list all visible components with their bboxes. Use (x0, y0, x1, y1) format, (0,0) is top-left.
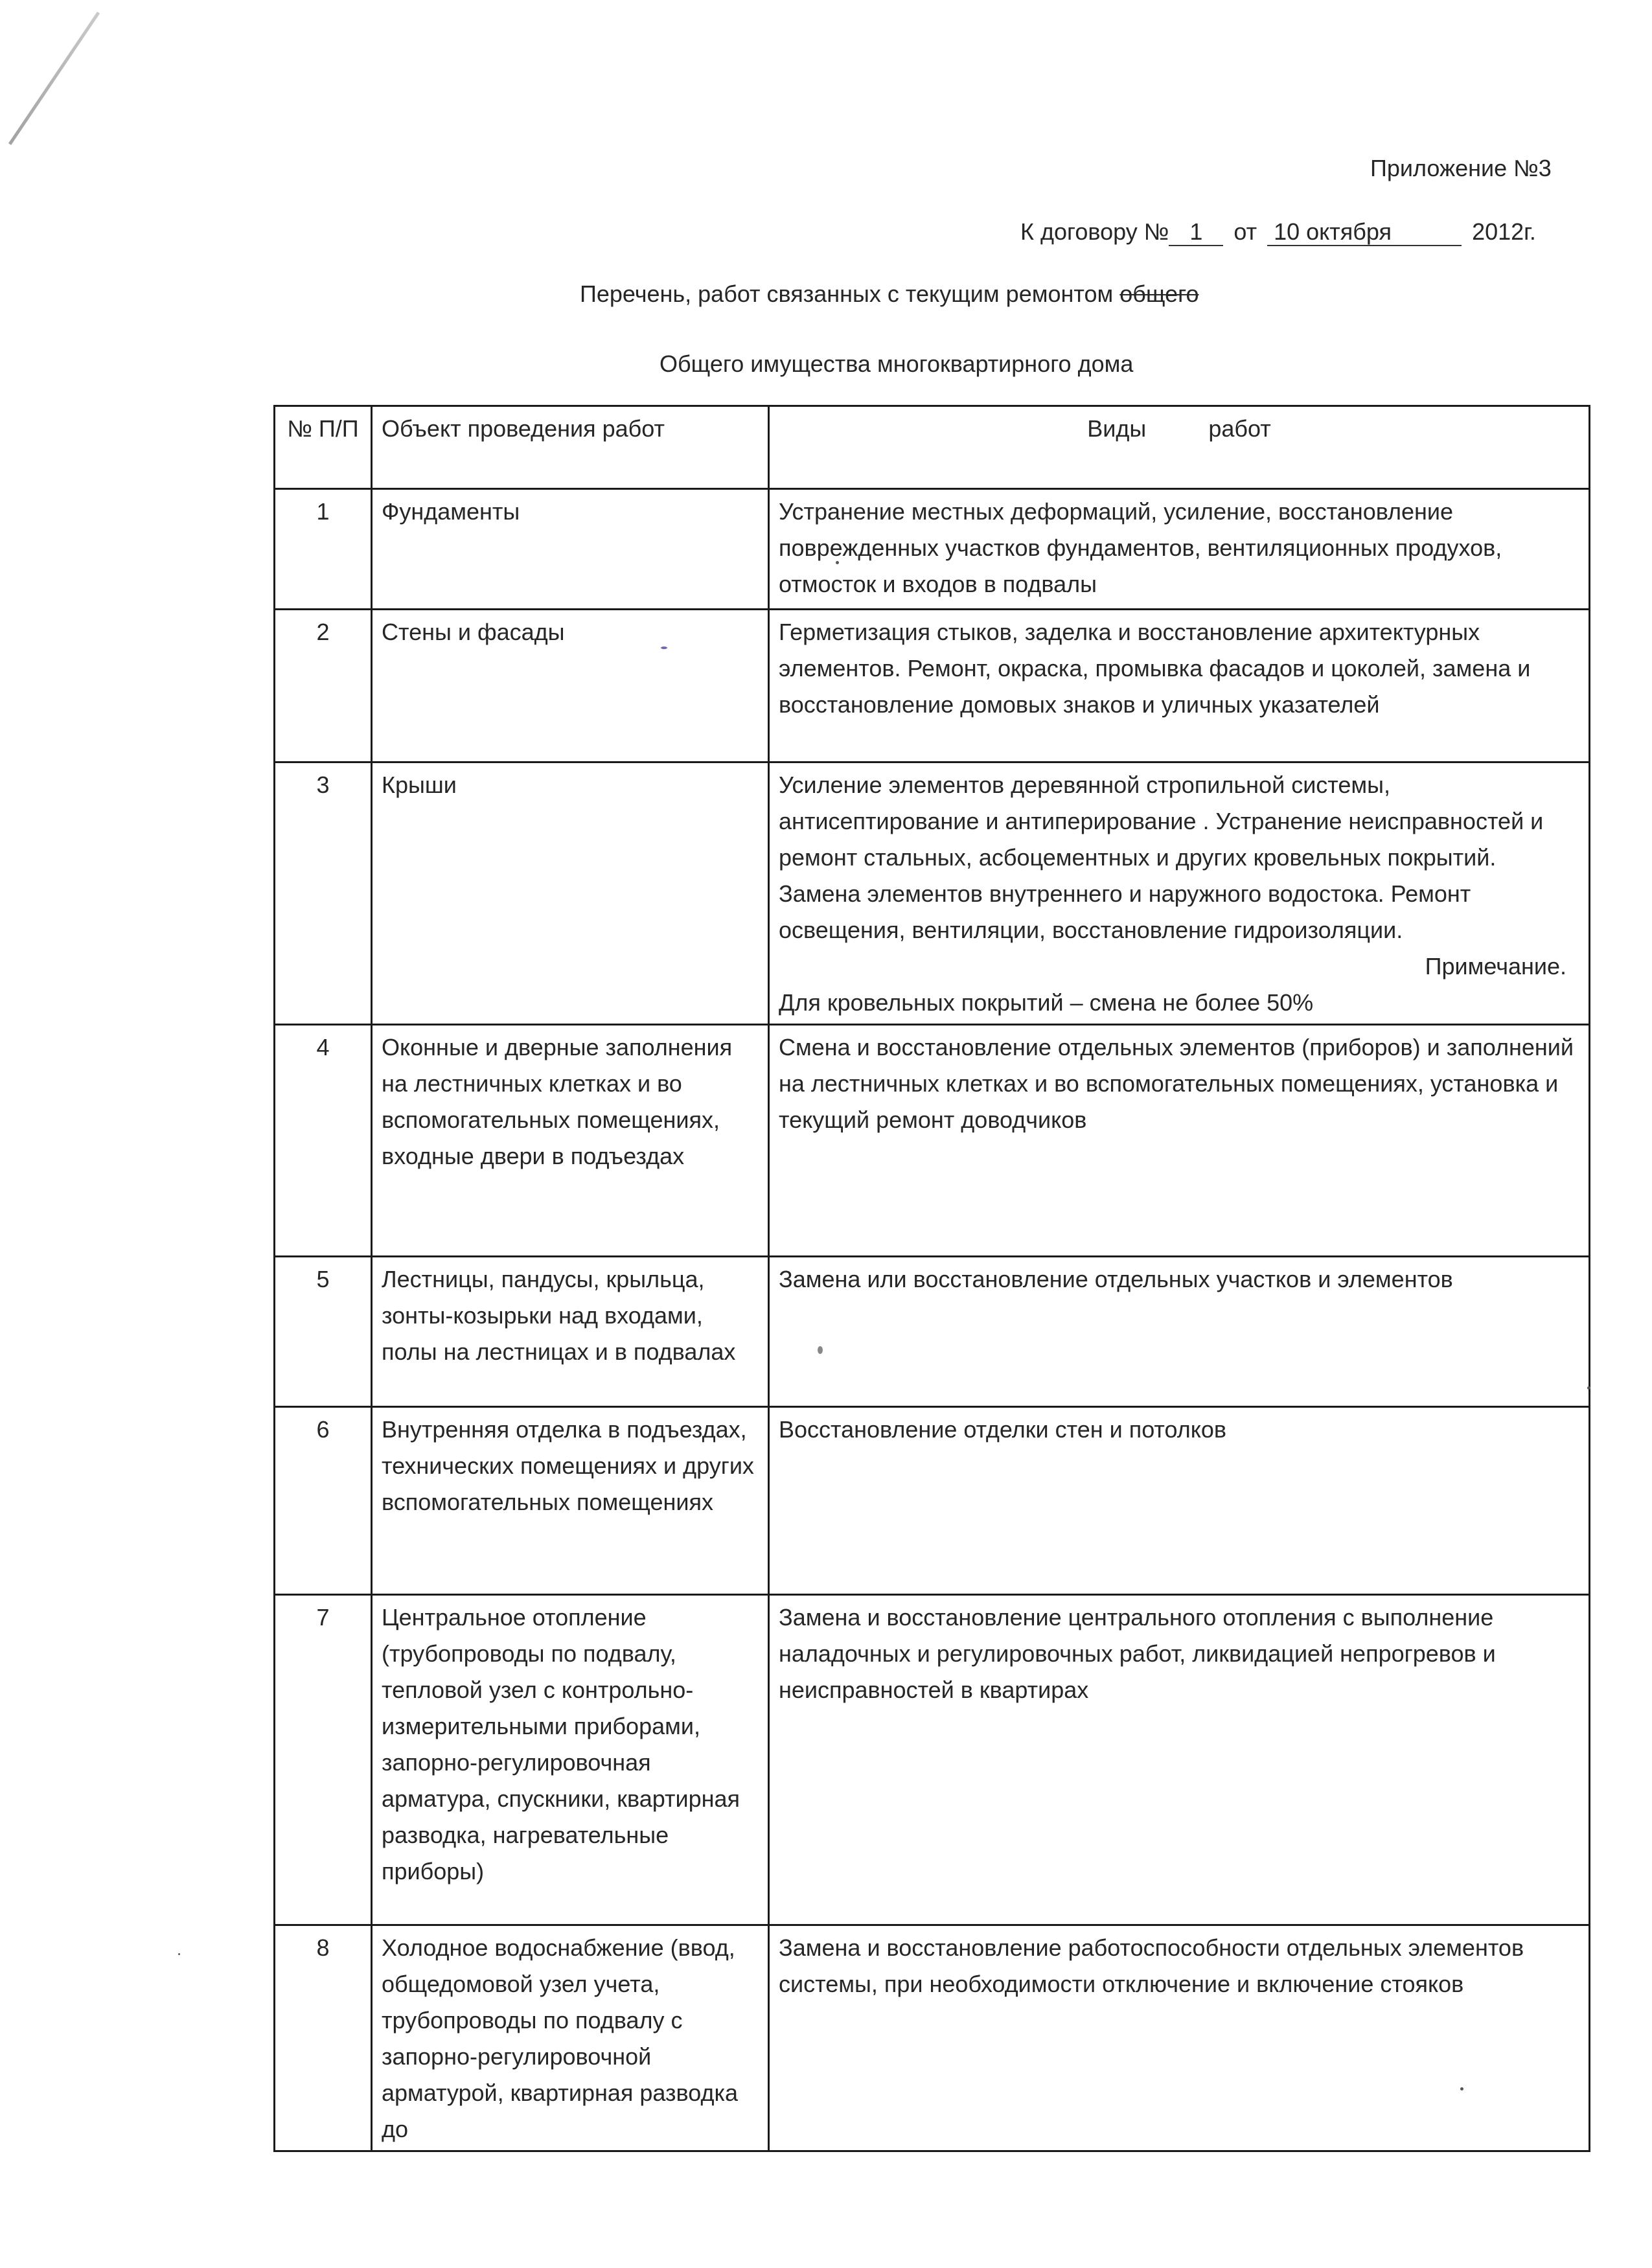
row-works: Замена или восстановление отдельных участков и элементов (769, 1257, 1590, 1407)
title-struck-word: общего (1119, 281, 1199, 307)
row-num: 1 (275, 489, 372, 610)
scan-speck (178, 1953, 180, 1955)
row-works: Устранение местных деформаций, усиление, восстановление поврежденных участков фундаментов, вентиляционных продухов, отмосток и входов в подвалы (769, 489, 1590, 610)
row-num: 5 (275, 1257, 372, 1407)
scan-speck (1460, 2087, 1463, 2090)
row-works: Замена и восстановление центрального отопления с выполнение наладочных и регулировочных работ, ликвидацией непрогревов и неисправностей в квартирах (769, 1595, 1590, 1925)
header-works-word2: работ (1208, 415, 1271, 442)
row-num: 4 (275, 1025, 372, 1257)
header-object: Объект проведения работ (372, 406, 769, 489)
row-works: Усиление элементов деревянной стропильной системы, антисептирование и антиперирование . Устранение неисправностей и ремонт стальных, асбоцементных и других кровельных покрытий. Замена элементов внутреннего и наружного водостока. Ремонт освещения, вентиляции, восстановление гидроизоляции. (779, 772, 1544, 943)
title-text: Перечень, работ связанных с текущим ремонтом (580, 281, 1114, 307)
row-object: Лестницы, пандусы, крыльца, зонты-козырьки над входами, полы на лестницах и в подвалах (372, 1257, 769, 1407)
row-object: Оконные и дверные заполнения на лестничных клетках и во вспомогательных помещениях, входные двери в подъездах (372, 1025, 769, 1257)
table-row (275, 1025, 1590, 1257)
contract-reference (1020, 218, 1536, 246)
table-row (275, 610, 1590, 762)
contract-prefix: К договору № (1020, 218, 1169, 245)
row-object: Фундаменты (372, 489, 769, 610)
table-row (275, 762, 1590, 1025)
table-row (275, 1925, 1590, 2151)
contract-from: от (1233, 218, 1257, 245)
header-works (769, 406, 1590, 489)
header-works-word1: Виды (1087, 415, 1147, 442)
table-row (275, 1595, 1590, 1925)
scan-artifact (8, 12, 100, 145)
row-works: Смена и восстановление отдельных элементов (приборов) и заполнений на лестничных клетках и во вспомогательных помещениях, установка и текущий ремонт доводчиков (769, 1025, 1590, 1257)
contract-number: 1 (1169, 219, 1223, 246)
document-title-line2: Общего имущества многоквартирного дома (660, 350, 1134, 377)
row-works: Замена и восстановление работоспособности отдельных элементов системы, при необходимости отключение и включение стояков (769, 1925, 1590, 2151)
row-num: 8 (275, 1925, 372, 2151)
row-object: Крыши (372, 762, 769, 1025)
row-works-cell (769, 762, 1590, 1025)
table-row (275, 489, 1590, 610)
row-object: Центральное отопление (трубопроводы по подвалу, тепловой узел с контрольно-измерительными приборами, запорно-регулировочная арматура, спускники, квартирная разводка, нагревательные приборы) (372, 1595, 769, 1925)
row-num: 2 (275, 610, 372, 762)
row-object: Стены и фасады (372, 610, 769, 762)
table-header-row (275, 406, 1590, 489)
row-object: Холодное водоснабжение (ввод, общедомовой узел учета, трубопроводы по подвалу с запорно-регулировочной арматурой, квартирная разводка до (372, 1925, 769, 2151)
row-works: Восстановление отделки стен и потолков (769, 1407, 1590, 1595)
scan-speck (818, 1346, 823, 1354)
row-num: 6 (275, 1407, 372, 1595)
scan-speck (661, 647, 667, 649)
row-num: 7 (275, 1595, 372, 1925)
works-table (273, 405, 1590, 2152)
row-works: Герметизация стыков, заделка и восстановление архитектурных элементов. Ремонт, окраска, промывка фасадов и цоколей, замена и восстановление домовых знаков и уличных указателей (769, 610, 1590, 762)
header-num: № П/П (275, 406, 372, 489)
table-row (275, 1407, 1590, 1595)
row-num: 3 (275, 762, 372, 1025)
appendix-label: Приложение №3 (1370, 155, 1552, 181)
contract-date: 10 октября (1267, 219, 1462, 246)
note-label: Примечание. (1425, 953, 1566, 979)
document-title-line1 (580, 280, 1199, 308)
scan-speck (1587, 1386, 1590, 1390)
note-text: Для кровельных покрытий – смена не более 50% (779, 989, 1314, 1016)
contract-year: 2012г. (1472, 218, 1536, 245)
table-row (275, 1257, 1590, 1407)
row-object: Внутренняя отделка в подъездах, технических помещениях и других вспомогательных помещениях (372, 1407, 769, 1595)
scan-speck (836, 561, 839, 564)
